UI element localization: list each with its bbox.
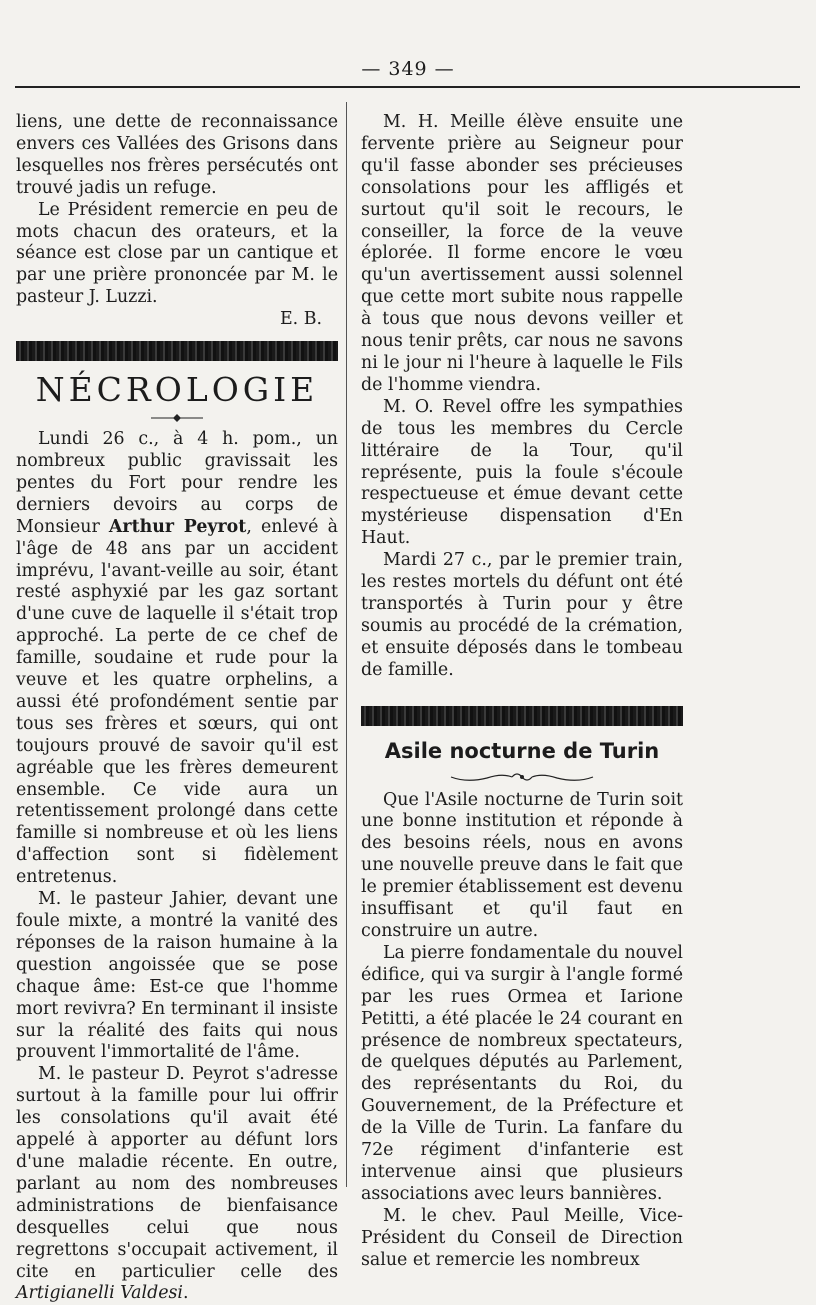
paragraph xyxy=(16,1064,338,1305)
text-span: , enlevé à l'âge de 48 ans par un accident imprévu, l'avant-veille au soir, étant resté asphyxié par les gaz sortant d'une cuve de laquelle il s'était trop approché. La perte de ce chef de famille, soudaine et rude pour la veuve et les quatre orphelins, a aussi été profondément sentie par tous ses frères et sœurs, qui ont toujours prouvé de savoir qu'il est agréable que les frères demeurent ensemble. Ce vide aura un retentissement prolongé dans cette famille si nombreuse et où les liens d'affection sont si fidèlement entretenus. xyxy=(16,516,338,888)
ornament-divider xyxy=(447,770,597,784)
section-title-necrologie: NÉCROLOGIE xyxy=(35,370,319,410)
paragraph: M. H. Meille élève ensuite une fervente prière au Seigneur pour qu'il fasse abonder ses précieuses consolations pour les affligés et surtout qu'il soit le recours, le conseiller, la force de la veuve éplorée. Il forme encore le vœu qu'un avertissement aussi solennel que cette mort subite nous rappelle à tous que nous devons veiller et nous tenir prêts, car nous ne savons ni le jour ni l'heure à laquelle le Fils de l'homme viendra. xyxy=(361,112,683,395)
paragraph: Que l'Asile nocturne de Turin soit une bonne institution et réponde à des besoins réels, nous en avons une nouvelle preuve dans le fait que le premier établissement est devenu insuffisant et qu'il faut en construire un autre. xyxy=(361,789,683,941)
header-rule xyxy=(15,86,800,88)
paragraph: Le Président remercie en peu de mots chacun des orateurs, et la séance est close par un cantique et par une prière prononcée par M. le pasteur J. Luzzi. xyxy=(16,199,338,308)
paragraph: M. le chev. Paul Meille, Vice-Président du Conseil de Direction salue et remercie les nombreux xyxy=(361,1205,683,1270)
text-span: Lundi 26 c., à 4 h. pom., un nombreux public gravissait les pentes du Fort pour rendre les derniers devoirs au corps de Monsieur xyxy=(16,429,338,537)
signature: E. B. xyxy=(279,309,322,330)
section-title-asile: Asile nocturne de Turin xyxy=(384,738,660,763)
text-span: M. le pasteur D. Peyrot s'adresse surtout à la famille pour lui offrir les consolations qu'il avait été appelé à apporter au défunt lors d'une maladie récente. En outre, parlant au nom des nombreuses administrations de bienfaisance desquelles celui que nous regrettons s'occupait activement, il cite en particulier celle des xyxy=(16,1064,338,1282)
paragraph: Mardi 27 c., par le premier train, les restes mortels du défunt ont été transportés à Turin pour y être soumis au procédé de la crémation, et ensuite déposés dans le tombeau de famille. xyxy=(361,550,683,680)
paragraph xyxy=(16,429,338,889)
page-number: — 349 — xyxy=(361,58,455,80)
decorative-banner xyxy=(361,706,683,726)
paragraph: M. O. Revel offre les sympathies de tous les membres du Cercle littéraire de la Tour, qu'il représente, puis la foule s'écoule respectueuse et émue devant cette mystérieuse dispensation d'En Haut. xyxy=(361,396,683,549)
paragraph: La pierre fondamentale du nouvel édifice, qui va surgir à l'angle formé par les rues Ormea et Iarione Petitti, a été placée le 24 courant en présence de nombreux spectateurs, de quelques députés au Parlement, des représentants du Roi, du Gouvernement, de la Préfecture et de la Ville de Turin. La fanfare du 72e régiment d'infanterie est intervenue ainsi que plusieurs associations avec leurs bannières. xyxy=(361,942,683,1204)
ornament-divider xyxy=(147,413,207,423)
paragraph: M. le pasteur Jahier, devant une foule mixte, a montré la vanité des réponses de la raison humaine à la question angoissée que se pose chaque âme: Est-ce que l'homme mort revivra? En terminant il insiste sur la réalité des faits qui nous prouvent l'immortalité de l'âme. xyxy=(16,889,338,1063)
person-name: Arthur Peyrot xyxy=(108,516,247,537)
left-column xyxy=(16,112,338,1305)
decorative-banner xyxy=(16,341,338,361)
column-separator xyxy=(346,102,347,1187)
right-column xyxy=(361,112,683,1272)
institution-name: Artigianelli Valdesi xyxy=(16,1283,183,1304)
text-span: . xyxy=(183,1283,189,1304)
paragraph: liens, une dette de reconnaissance envers ces Vallées des Grisons dans lesquelles nos frères persécutés ont trouvé jadis un refuge. xyxy=(16,112,338,198)
